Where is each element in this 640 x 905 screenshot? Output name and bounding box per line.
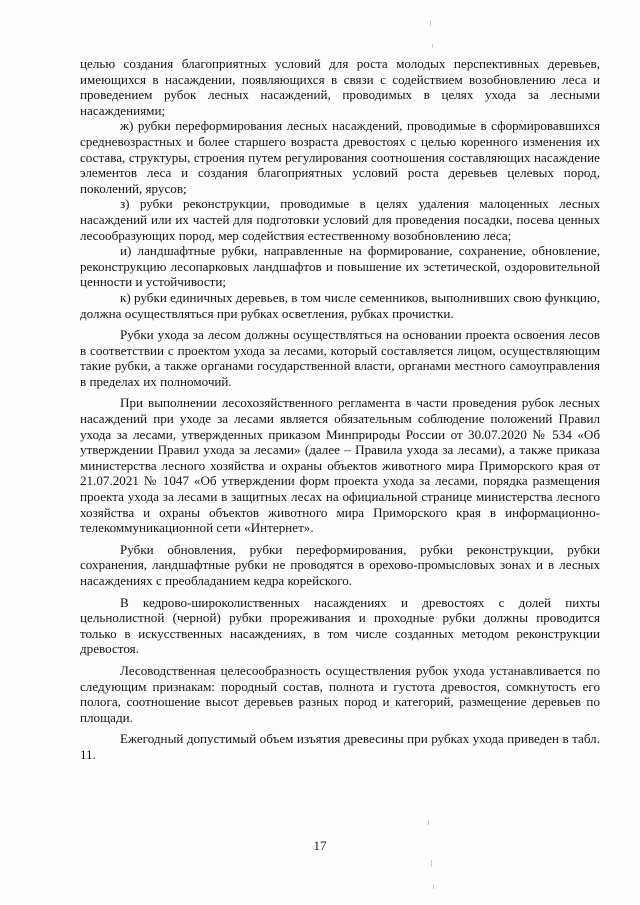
paragraph-continuation: целью создания благоприятных условий для роста молодых перспективных деревьев, имеющихся в насаждении, появляющихся в связи с содействием возобновлению леса и проведением рубок лесных насаждений, проводимых в целях ухода за лесными насаждениями; <box>80 56 600 118</box>
paragraph-cedar-stands: В кедрово-широколиственных насаждениях и древостоях с долей пихты цельнолистной (черной) рубки прореживания и проходные рубки должны проводится только в искусственных насаждениях, в том числе созданных методом реконструкции древостоя. <box>80 594 600 657</box>
scan-speck <box>431 860 432 867</box>
scan-speck <box>430 20 431 26</box>
paragraph-silvicultural-criteria: Лесоводственная целесообразность осуществления рубок ухода устанавливается по следующим признакам: породный состав, полнота и густота древостоя, сомкнутость его полога, соотношение высот деревьев разных пород и категорий, размещение деревьев по площади. <box>80 662 600 725</box>
paragraph-item-zh: ж) рубки переформирования лесных насаждений, проводимые в сформировавшихся средневозрастных и более старшего возраста древостоях с целью коренного изменения их состава, структуры, строения путем регулирования соотношения составляющих насаждение элементов леса и создания благоприятных условий роста деревьев целевых пород, поколений, ярусов; <box>80 118 600 196</box>
paragraph-regulation-rules: При выполнении лесохозяйственного регламента в части проведения рубок лесных насаждений при уходе за лесами является обязательным соблюдение положений Правил ухода за лесами, утвержденных приказом Минприроды России от 30.07.2020 № 534 «Об утверждении Правил ухода за лесами» (далее – Правила ухода за лесами), а также приказа министерства лесного хозяйства и охраны объектов животного мира Приморского края от 21.07.2021 № 1047 «Об утверждении форм проекта ухода за лесами, порядка размещения проекта ухода за лесами в защитных лесах на официальной странице министерства лесного хозяйства и охраны объектов животного мира Приморского края в информационно-телекоммуникационной сети «Интернет». <box>80 395 600 536</box>
paragraph-item-i: и) ландшафтные рубки, направленные на формирование, сохранение, обновление, реконструкцию лесопарковых ландшафтов и повышение их эстетической, оздоровительной ценности и устойчивости; <box>80 243 600 290</box>
page-number: 17 <box>313 838 327 853</box>
scan-speck <box>432 44 433 48</box>
scan-speck <box>433 884 434 889</box>
document-body <box>80 56 600 763</box>
paragraph-annual-volume: Ежегодный допустимый объем изъятия древесины при рубках ухода приведен в табл. 11. <box>80 731 600 762</box>
paragraph-project-basis: Рубки ухода за лесом должны осуществляться на основании проекта освоения лесов в соответствии с проектом ухода за лесами, который составляется лицом, осуществляющим такие рубки, а также органами государственной власти, органами местного самоуправления в пределах их полномочий. <box>80 327 600 389</box>
scan-speck <box>428 820 429 825</box>
paragraph-item-k: к) рубки единичных деревьев, в том числе семенников, выполнивших свою функцию, должна осуществляться при рубках осветления, рубках прочистки. <box>80 289 600 321</box>
paragraph-excluded-zones: Рубки обновления, рубки переформирования, рубки реконструкции, рубки сохранения, ландшафтные рубки не проводятся в орехово-промысловых зонах и в лесных насаждениях с преобладанием кедра корейского. <box>80 541 600 588</box>
paragraph-item-z: з) рубки реконструкции, проводимые в целях удаления малоценных лесных насаждений или их частей для подготовки условий для проведения посадки, посева ценных лесообразующих пород, мер содействия естественному возобновлению леса; <box>80 196 600 243</box>
